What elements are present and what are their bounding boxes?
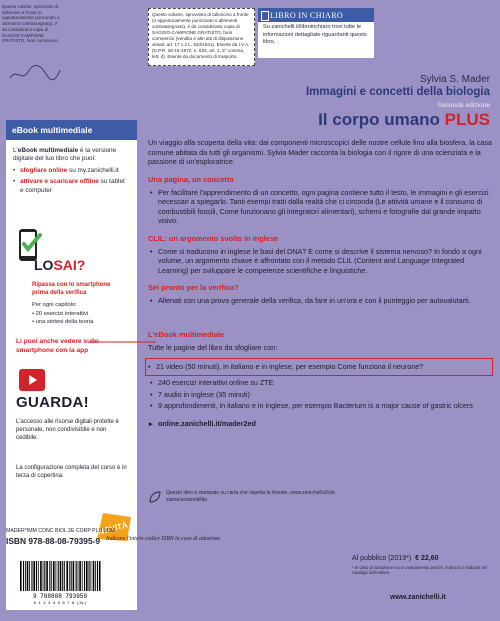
verify-intro: Per ogni capitolo:	[32, 302, 77, 308]
ebook-item-audio: • 7 audio in inglese (35 minuti)	[148, 390, 493, 400]
isbn-note: Indicare l'intero codice ISBN in caso di adozione	[106, 536, 221, 542]
ebook-section	[148, 330, 493, 428]
barcode-bar	[33, 561, 35, 591]
barcode-bar	[64, 561, 65, 591]
guarda-logo: GUARDA!	[16, 394, 89, 411]
ebook-lead: Tutte le pagine del libro da sfogliare con:	[148, 342, 278, 352]
barcode-bar	[25, 561, 26, 591]
novita-badge-text: NOVITÀ	[97, 520, 129, 537]
verify-item: • 20 esercizi interattivi	[32, 310, 128, 318]
author-name: Sylvia S. Mader	[419, 74, 490, 85]
barcode-bar	[71, 561, 72, 591]
price-label: Al pubblico (2019*)	[352, 555, 412, 562]
edition-label: Seconda edizione	[437, 102, 490, 109]
ebook-item-video: • 21 video (50 minuti), in italiano e in inglese, per esempio Come funziona il neurone?	[145, 358, 493, 376]
barcode-bar	[93, 561, 95, 591]
ebook-heading: L'eBook multimediale	[148, 330, 225, 339]
verify-item: • una sintesi della teoria	[32, 318, 128, 326]
spine-note: Questo volume, sprovvisto di talloncino a fronte (o opportunamente punzonato o altrimenti contrassegnato), è da considerarsi copia di SAGGIO-CAMPIONE GRATUITO, fuori commercio.	[2, 4, 60, 44]
barcode-bar	[91, 561, 92, 591]
sample-notice: Questo volume, sprovvisto di talloncino a fronte (o opportunamente punzonato o altrimenti contrassegnato), è da considerarsi copia di SAGGIO-CAMPIONE GRATUITO, fuori commercio (vendita e altri atti di disposizione vietati: art. 17 c.2 L. 633/1941). Esente da I.V.A. (D.P.R. 26-10-1972, n. 633, art. 2, 3° comma, lett. d). Esente da documento di trasporto.	[148, 8, 255, 66]
book-icon	[260, 10, 270, 22]
barcode-bar	[78, 561, 79, 591]
isbn: ISBN 978-88-08-79395-9	[6, 536, 101, 546]
sidebar-list	[13, 167, 130, 195]
price-note: * In caso di variazione Iva o cambiamento prezzo, il prezzo è indicato nel catalogo dell'editore.	[352, 565, 488, 576]
price-value: € 22,60	[415, 555, 439, 562]
barcode-sub: 0 1 2 3 4 5 6 7 8 (3L)	[33, 602, 87, 606]
barcode-bar	[40, 561, 42, 591]
barcode-text: 9 788808 793959	[32, 593, 88, 600]
sidebar-intro: L'eBook multimediale è la versione digitale del tuo libro che puoi:	[13, 147, 117, 163]
barcode-bar	[49, 561, 50, 591]
barcode-bar	[79, 561, 81, 591]
section-bullet: • Come si traducono in inglese le basi del DNA? E come si descrive il sistema nervoso? In fondo a ogni volume, un argomento chiave è affrontato con il metodo CLIL (Content and Language Integrated Learning) per sviluppare le competenze scientifiche e linguistiche.	[148, 247, 493, 276]
section-heading: CLIL: un argomento svolto in inglese	[148, 233, 279, 243]
section-heading: Sei pronto per la verifica?	[148, 283, 239, 293]
barcode-bar	[27, 561, 29, 591]
sidebar-item-offline: • attivare e scaricare offline su tablet e computer	[13, 178, 130, 195]
price-line	[352, 555, 439, 562]
barcode-bar	[43, 561, 44, 591]
barcode-bar	[31, 561, 32, 591]
barcode-bar	[46, 561, 48, 591]
play-video-icon	[18, 368, 46, 392]
section-bullet: • Allenati con una prova generale della verifica, da fare in un'ora e con il punteggio per autovalutarti.	[148, 296, 493, 306]
section-heading: Una pagina, un concetto	[148, 174, 234, 184]
barcode-bar	[84, 561, 85, 591]
series-title: Immagini e concetti della biologia	[305, 86, 490, 98]
verify-title: Ripassa con lo smartphone prima della verifica	[32, 282, 111, 296]
main-text	[148, 138, 493, 309]
online-link[interactable]: ▸ online.zanichelli.it/mader2ed	[148, 419, 493, 429]
verify-list	[32, 310, 128, 326]
isbn-code-line: MADER*IMM CONC BIOL 2E CORP PLU LDM	[6, 528, 115, 534]
libro-in-chiaro-title: LIBRO IN CHIARO	[258, 8, 374, 22]
ebook-item-exercises: • 240 esercizi interattivi online su ZTE	[148, 378, 493, 388]
barcode-bar	[56, 561, 57, 591]
barcode-bar	[69, 561, 70, 591]
barcode-bar	[38, 561, 39, 591]
barcode	[14, 558, 106, 606]
config-text: La configurazione completa del corso è in terza di copertina.	[16, 465, 127, 480]
barcode-bar	[29, 561, 30, 591]
libro-in-chiaro-text: Su zanichelli.it/libroinchiaro trovi tutte le informazioni dettagliate riguardanti questo libro.	[263, 24, 367, 46]
barcode-bar	[53, 561, 55, 591]
barcode-bar	[62, 561, 63, 591]
isbn-row	[6, 536, 220, 546]
sidebar-header: eBook multimediale	[6, 120, 137, 140]
barcode-bar	[97, 561, 98, 591]
barcode-bar	[89, 561, 90, 591]
handwriting-scribble	[6, 60, 62, 86]
access-text: L'accesso alle risorse digitali protette è personale, non condivisibile e non cedibile.	[16, 419, 119, 442]
section-bullet: • Per facilitare l'apprendimento di un concetto, ogni pagina contiene tutto il testo, le immagini e gli esercizi necessari a spiegarlo. Tanti esempi tratti dalla realtà che ci circonda (Le attività umane e il consumo di combustibili fossili, Come funzionano gli integratori alimentari), schemi e fotografie dal grande impatto visivo.	[148, 188, 493, 226]
barcode-bar	[60, 561, 62, 591]
ebook-list	[148, 358, 493, 410]
barcode-bar	[73, 561, 75, 591]
barcode-bar	[82, 561, 83, 591]
sidebar-item-online: • sfogliare online su my.zanichelli.it	[13, 167, 130, 175]
losai-logo: LOSAI?	[34, 257, 86, 273]
barcode-bar	[95, 561, 96, 591]
barcode-bar	[44, 561, 45, 591]
intro-paragraph: Un viaggio alla scoperta della vita: dai componenti microscopici delle nostre cellule fino alla biosfera, la casa comune abitata da tutti gli organismi. Sylvia Mader racconta la biologia con il rigore di una scienziata e la passione di un'esploratrice.	[148, 138, 492, 167]
forest-note	[148, 490, 348, 504]
barcode-bar	[76, 561, 77, 591]
watch-label: Li puoi anche vedere sullo smartphone con la app	[16, 338, 99, 354]
barcode-bar	[36, 561, 37, 591]
barcode-bar	[86, 561, 88, 591]
barcode-bar	[66, 561, 68, 591]
barcode-bar	[99, 561, 101, 591]
leaf-icon	[148, 490, 162, 504]
barcode-bar	[20, 561, 22, 591]
barcode-bar	[51, 561, 52, 591]
barcode-bar	[23, 561, 24, 591]
forest-text: Questo libro è stampato su carta che rispetta le foreste. www.zanichelli.it/chi-siamo/sostenibilita	[166, 490, 337, 503]
publisher-site[interactable]: www.zanichelli.it	[390, 594, 446, 601]
barcode-bar	[58, 561, 59, 591]
ebook-item-deepening: • 9 approfondimenti, in italiano e in inglese, per esempio Bacterium is a major cause of gastric ulcers	[148, 401, 493, 411]
libro-in-chiaro-box	[258, 8, 374, 58]
book-title: Il corpo umano PLUS	[318, 110, 490, 129]
